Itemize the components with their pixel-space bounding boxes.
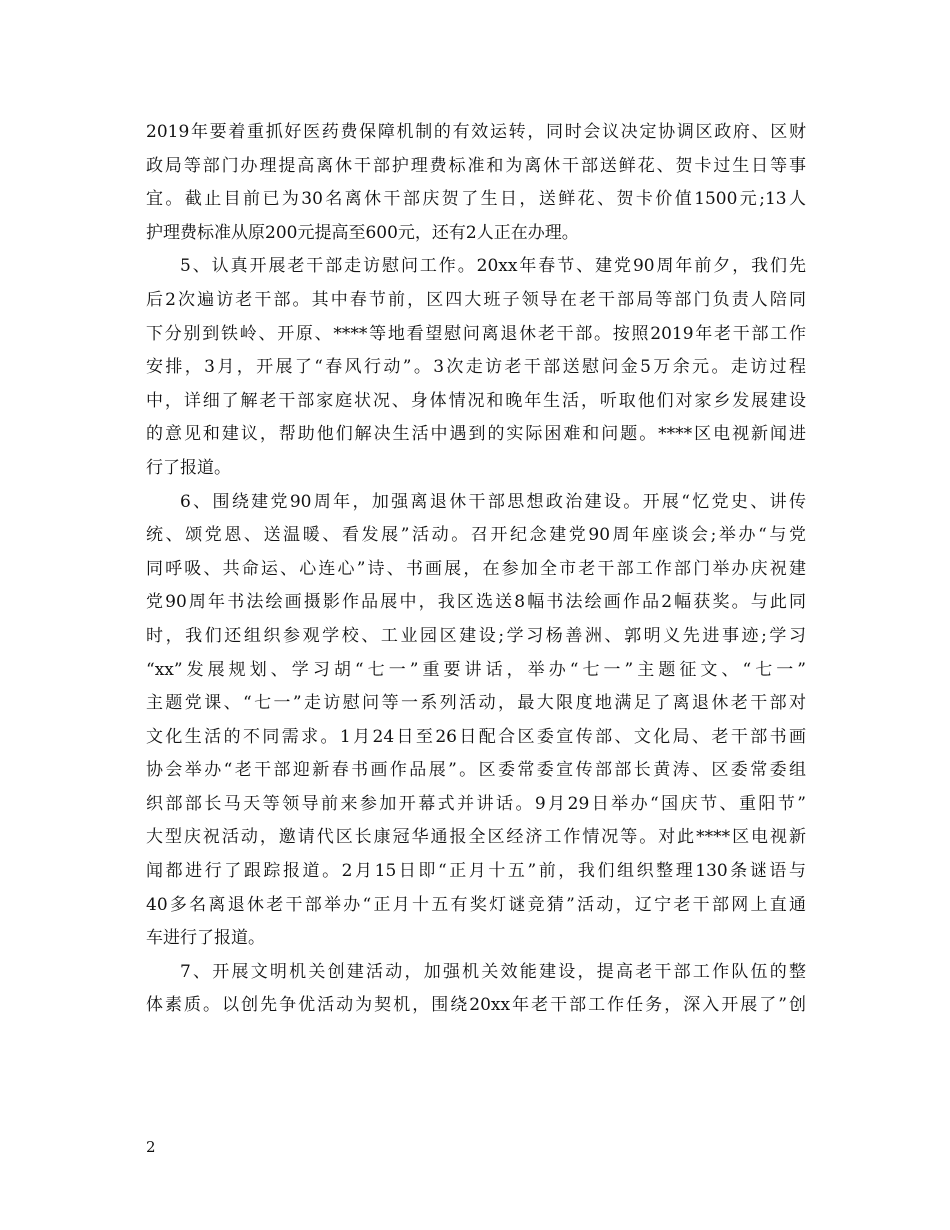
text-line: 闻都进行了跟踪报道。2月15日即“正月十五”前，我们组织整理130条谜语与	[146, 861, 806, 882]
paragraph-start-line: 7、开展文明机关创建活动，加强机关效能建设，提高老干部工作队伍的整	[180, 961, 806, 982]
text-line: 后2次遍访老干部。其中春节前，区四大班子领导在老干部局等部门负责人陪同	[146, 289, 806, 310]
text-line: 40多名离退休老干部举办“正月十五有奖灯谜竞猜”活动，辽宁老干部网上直通	[146, 894, 806, 915]
text-line: 时，我们还组织参观学校、工业园区建设;学习杨善洲、郭明义先进事迹;学习	[146, 625, 806, 646]
text-line: 下分别到铁岭、开原、****等地看望慰问离退休老干部。按照2019年老干部工作	[146, 323, 806, 344]
text-line: 护理费标准从原200元提高至600元，还有2人正在办理。	[146, 222, 579, 243]
text-line: 2019年要着重抓好医药费保障机制的有效运转，同时会议决定协调区政府、区财	[146, 122, 806, 142]
text-line: 大型庆祝活动，邀请代区长康冠华通报全区经济工作情况等。对此****区电视新	[146, 827, 806, 848]
text-line: 的意见和建议，帮助他们解决生活中遇到的实际困难和问题。****区电视新闻进	[146, 424, 806, 445]
text-line: 中，详细了解老干部家庭状况、身体情况和晚年生活，听取他们对家乡发展建设	[146, 390, 806, 411]
text-line: 党90周年书法绘画摄影作品展中，我区选送8幅书法绘画作品2幅获奖。与此同	[146, 592, 806, 613]
text-line: 同呼吸、共命运、心连心”诗、书画展，在参加全市老干部工作部门举办庆祝建	[146, 558, 806, 579]
text-line: 政局等部门办理提高离休干部护理费标准和为离休干部送鲜花、贺卡过生日等事	[146, 155, 806, 176]
text-line: 主题党课、“七一”走访慰问等一系列活动，最大限度地满足了离退休老干部对	[146, 693, 806, 714]
paragraph-start-line: 6、围绕建党90周年，加强离退休干部思想政治建设。开展“忆党史、讲传	[180, 491, 806, 512]
text-line: 车进行了报道。	[146, 928, 265, 949]
text-line: 文化生活的不同需求。1月24日至26日配合区委宣传部、文化局、老干部书画	[146, 726, 807, 747]
text-line: 行了报道。	[146, 457, 231, 478]
text-line: 织部部长马天等领导前来参加开幕式并讲话。9月29日举办“国庆节、重阳节”	[146, 793, 806, 814]
text-line: 体素质。以创先争优活动为契机，围绕20xx年老干部工作任务，深入开展了”创	[146, 995, 806, 1016]
text-line: 统、颂党恩、送温暖、看发展”活动。召开纪念建党90周年座谈会;举办“与党	[146, 525, 806, 546]
text-line: 安排，3月，开展了“春风行动”。3次走访老干部送慰问金5万余元。走访过程	[146, 357, 807, 378]
text-line: 协会举办“老干部迎新春书画作品展”。区委常委宣传部部长黄涛、区委常委组	[146, 760, 806, 781]
paragraph-start-line: 5、认真开展老干部走访慰问工作。20xx年春节、建党90周年前夕，我们先	[180, 256, 806, 277]
text-line: “xx”发展规划、学习胡“七一”重要讲话，举办“七一”主题征文、“七一”	[146, 659, 806, 680]
body-text	[146, 116, 806, 1023]
page-number: 2	[146, 1138, 156, 1156]
text-line: 宜。截止目前已为30名离休干部庆贺了生日，送鲜花、贺卡价值1500元;13人	[146, 189, 806, 210]
